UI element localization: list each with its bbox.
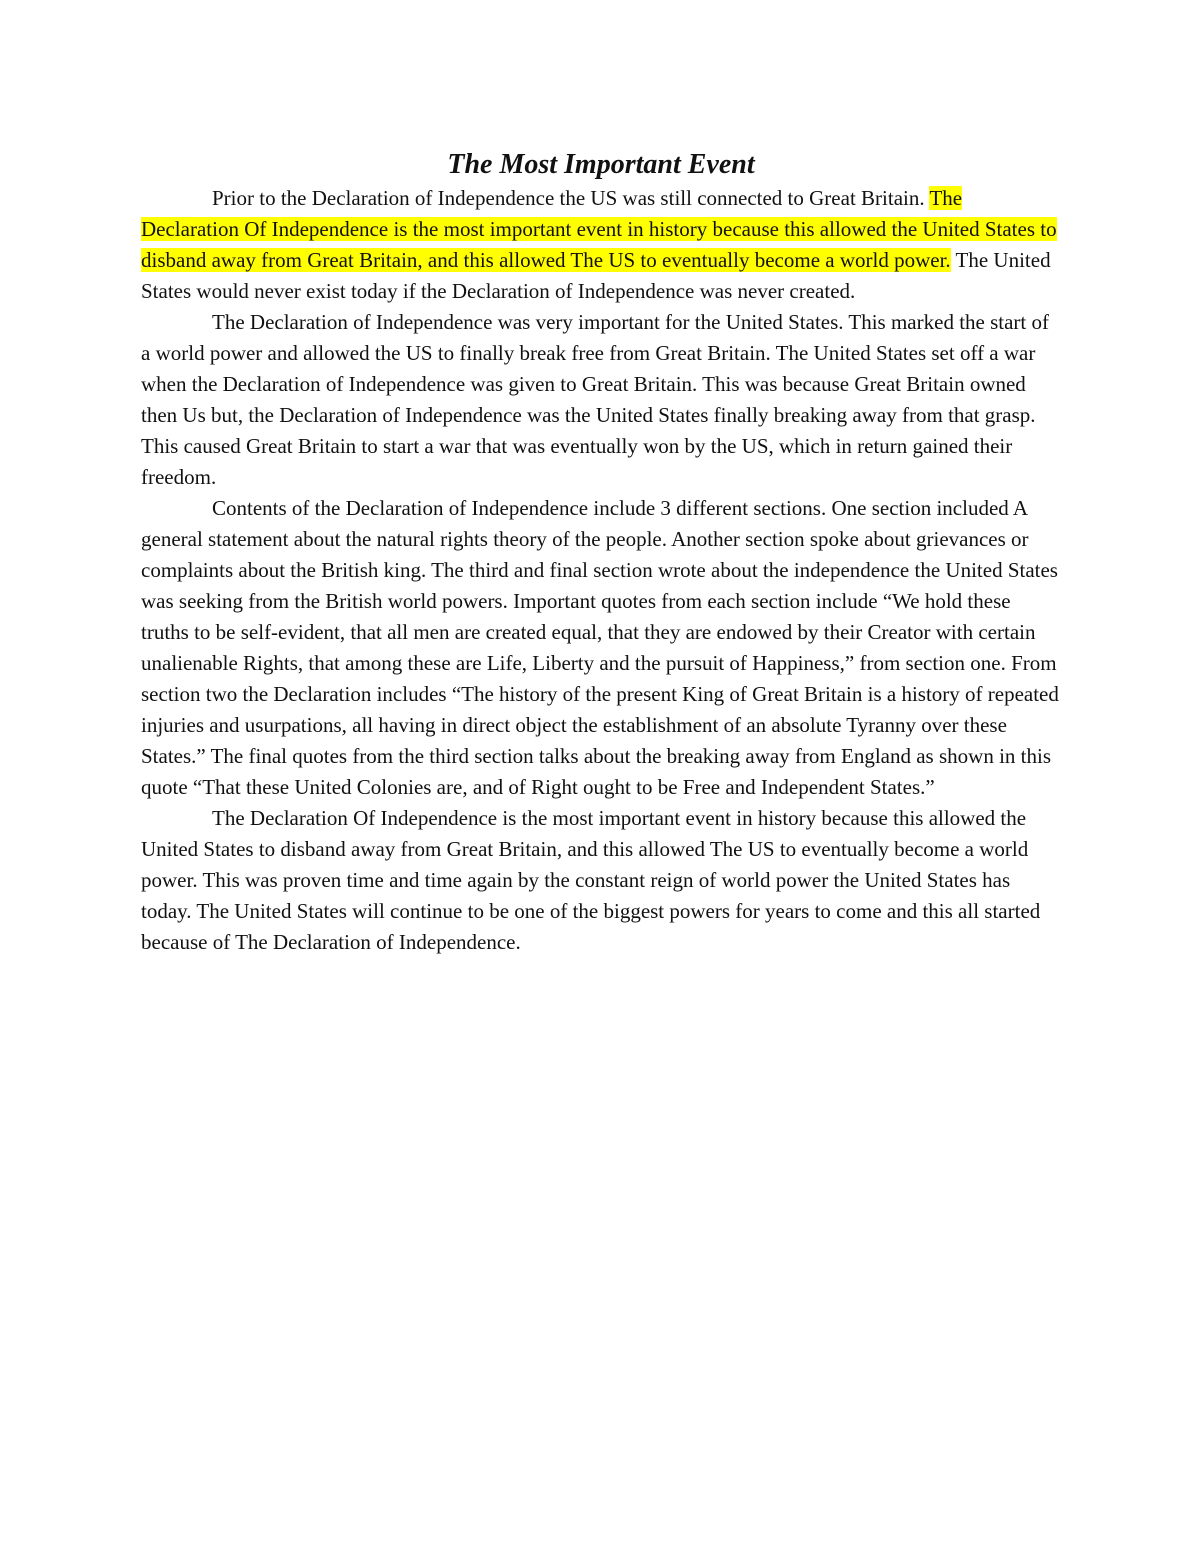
document-title: The Most Important Event	[447, 149, 755, 180]
paragraph-3: Contents of the Declaration of Independence include 3 different sections. One section included A general statement about the natural rights theory of the people. Another section spoke about grievances or complaints about the British king. The third and final section wrote about the independence the United States was seeking from the British world powers. Important quotes from each section include “We hold these truths to be self-evident, that all men are created equal, that they are endowed by their Creator with certain unalienable Rights, that among these are Life, Liberty and the pursuit of Happiness,” from section one. From section two the Declaration includes “The history of the present King of Great Britain is a history of repeated injuries and usurpations, all having in direct object the establishment of an absolute Tyranny over these States.” The final quotes from the third section talks about the breaking away from England as shown in this quote “That these United Colonies are, and of Right ought to be Free and Independent States.”	[141, 496, 1059, 799]
paragraph-1-conclusion: The United States would never exist today if the Declaration of Independence was never created.	[141, 248, 1051, 303]
document-page	[141, 142, 1061, 958]
paragraph-1-intro: Prior to the Declaration of Independence the US was still connected to Great Britain.	[212, 186, 930, 210]
paragraph-2: The Declaration of Independence was very important for the United States. This marked the start of a world power and allowed the US to finally break free from Great Britain. The United States set off a war when the Declaration of Independence was given to Great Britain. This was because Great Britain owned then Us but, the Declaration of Independence was the United States finally breaking away from that grasp. This caused Great Britain to start a war that was eventually won by the US, which in return gained their freedom.	[141, 310, 1049, 489]
paragraph-1	[141, 183, 1061, 307]
paragraph-4: The Declaration Of Independence is the most important event in history because this allowed the United States to disband away from Great Britain, and this allowed The US to eventually become a world power. This was proven time and time again by the constant reign of world power the United States has today. The United States will continue to be one of the biggest powers for years to come and this all started because of The Declaration of Independence.	[141, 806, 1041, 954]
highlighted-thesis: The Declaration Of Independence is the most important event in history because this allowed the United States to disband away from Great Britain, and this allowed The US to eventually become a world power.	[141, 186, 1057, 272]
